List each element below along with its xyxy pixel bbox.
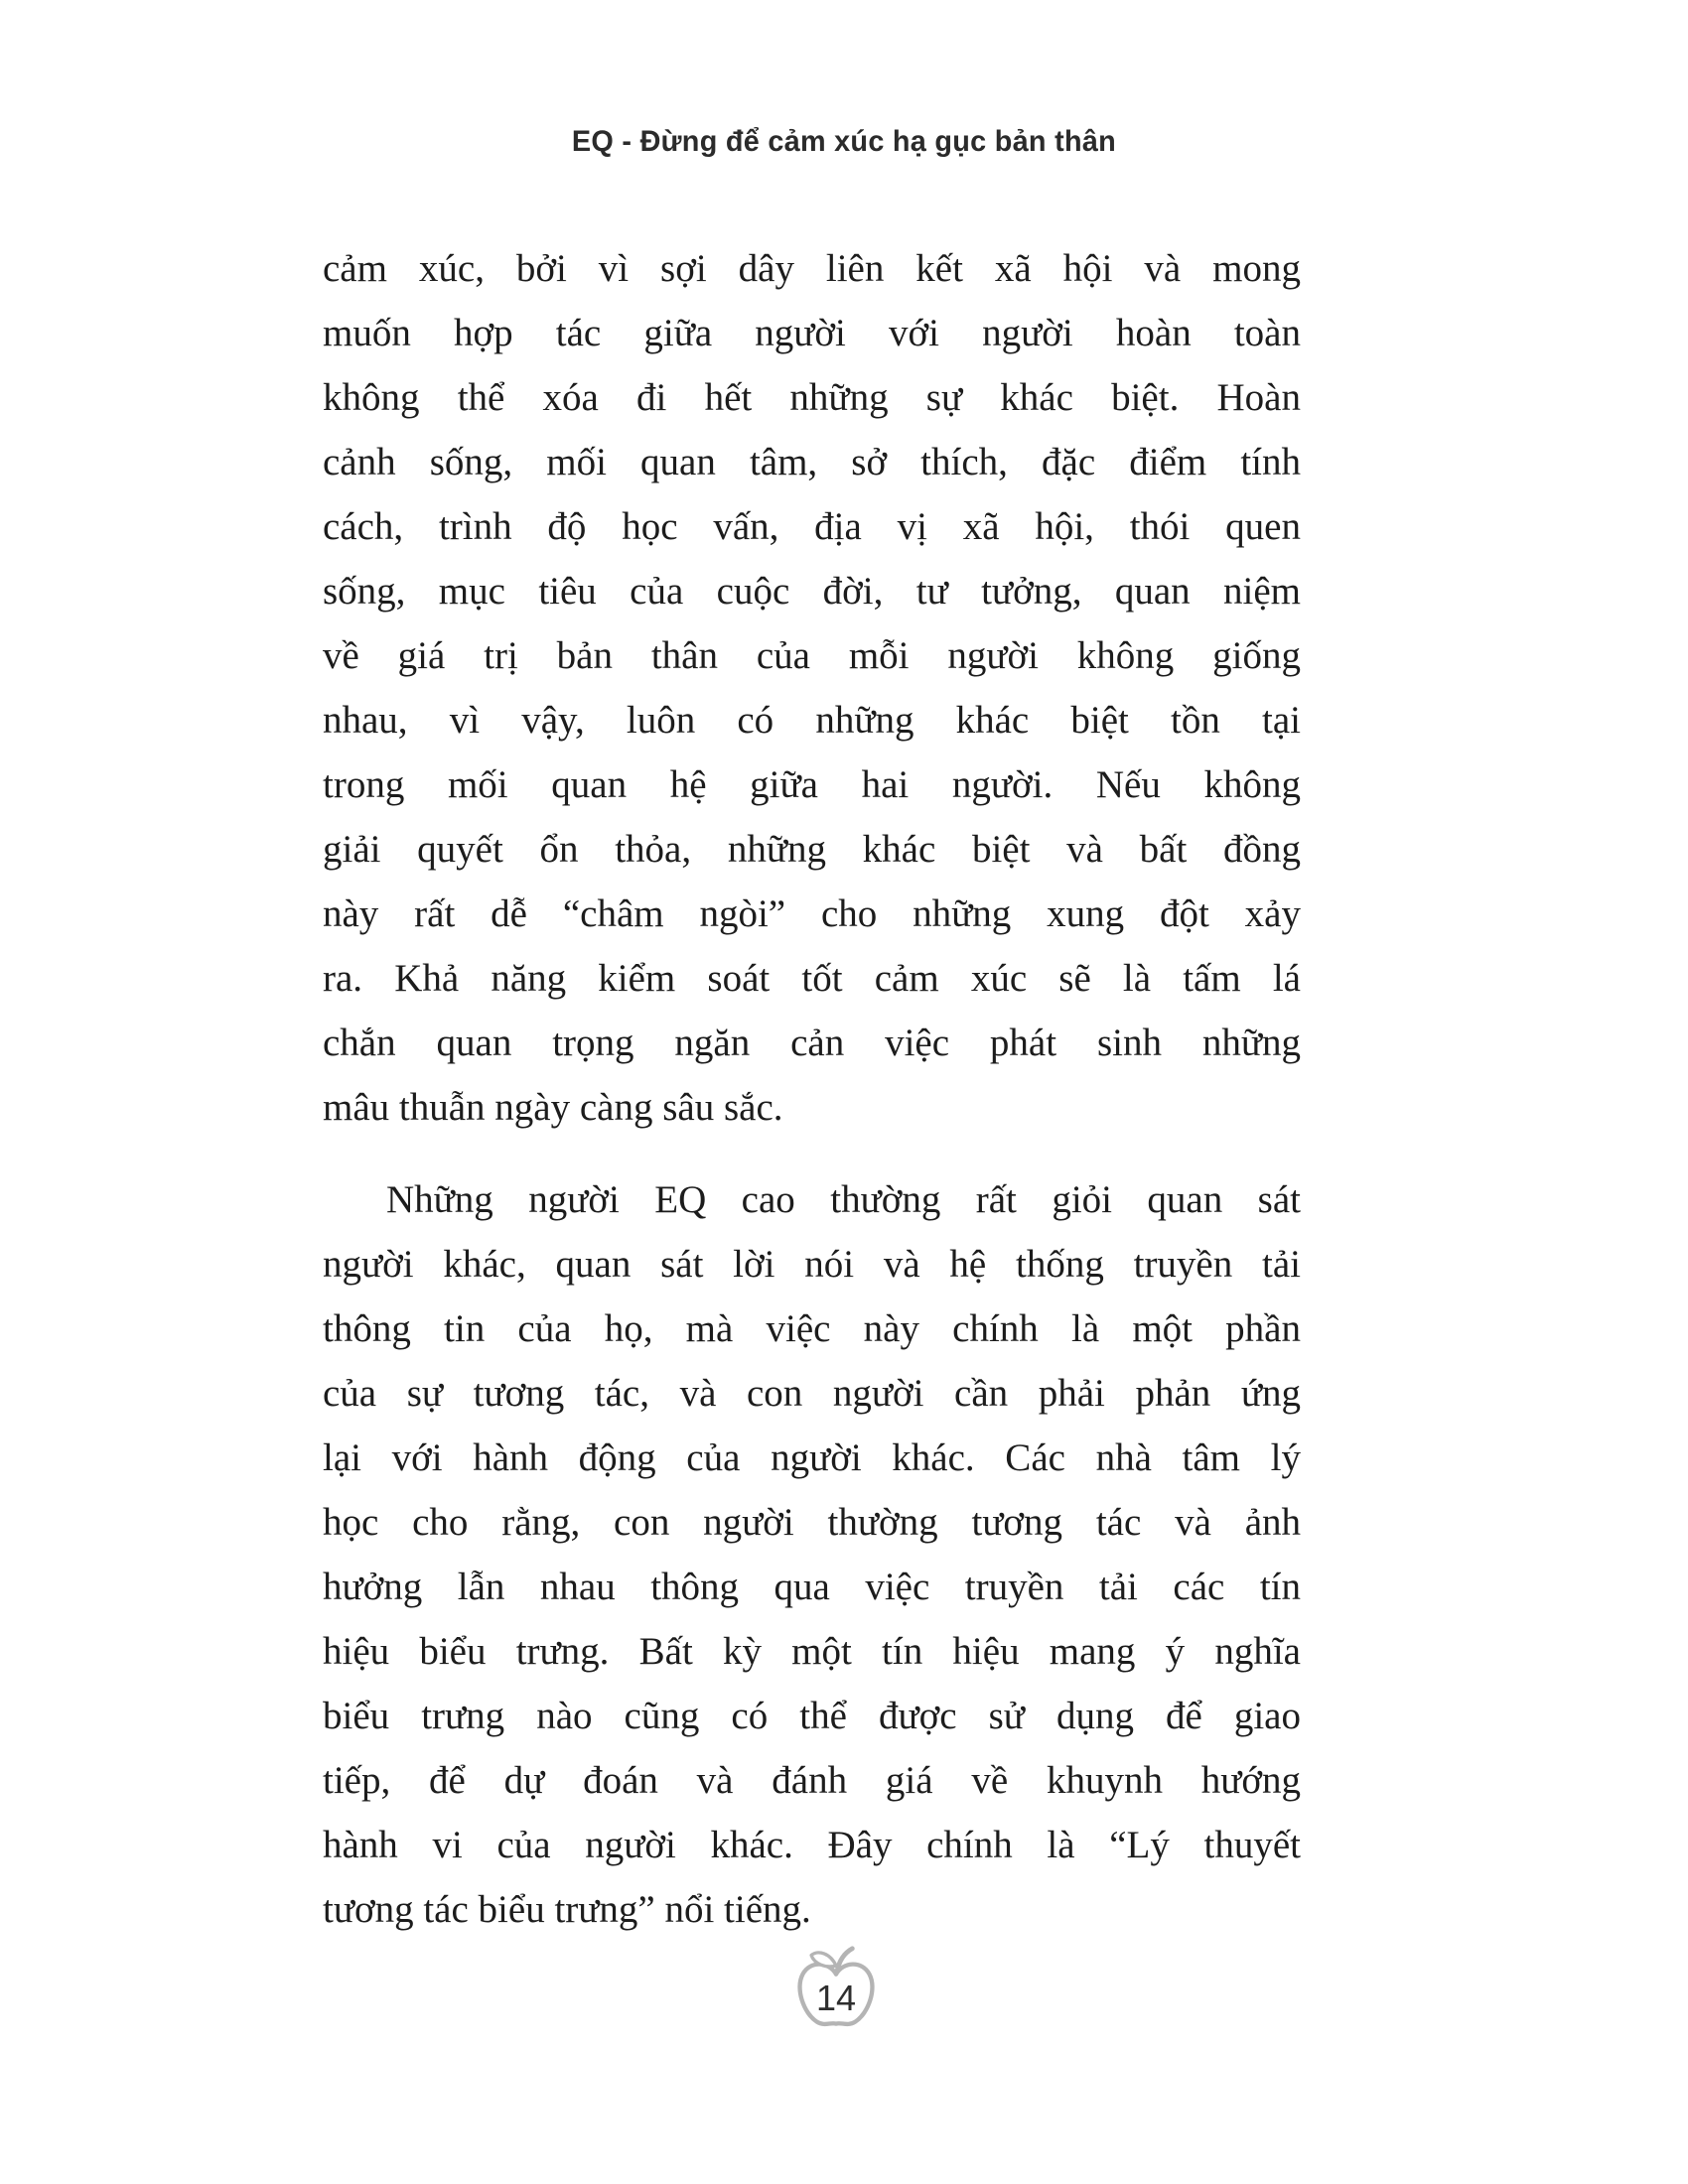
text-line: cách, trình độ học vấn, địa vị xã hội, thói quen	[323, 505, 1301, 548]
text-line: tiếp, để dự đoán và đánh giá về khuynh hướng	[323, 1759, 1301, 1802]
page-number-badge	[788, 1942, 884, 2041]
text-line: cảm xúc, bởi vì sợi dây liên kết xã hội và mong	[323, 247, 1301, 290]
text-line: sống, mục tiêu của cuộc đời, tư tưởng, quan niệm	[323, 570, 1301, 613]
paragraph	[323, 236, 1301, 1140]
page-number: 14	[815, 1978, 857, 2018]
text-line: hưởng lẫn nhau thông qua việc truyền tải các tín	[323, 1566, 1301, 1608]
body-text	[323, 236, 1301, 1942]
text-line: không thể xóa đi hết những sự khác biệt. Hoàn	[323, 376, 1301, 419]
text-line: người khác, quan sát lời nói và hệ thống truyền tải	[323, 1243, 1301, 1286]
text-line: lại với hành động của người khác. Các nhà tâm lý	[323, 1436, 1301, 1479]
text-line: cảnh sống, mối quan tâm, sở thích, đặc điểm tính	[323, 441, 1301, 483]
text-line: ra. Khả năng kiểm soát tốt cảm xúc sẽ là tấm lá	[323, 957, 1301, 1000]
text-line: tương tác biểu trưng” nổi tiếng.	[323, 1888, 811, 1931]
paragraph	[323, 1167, 1301, 1942]
text-line: biểu trưng nào cũng có thể được sử dụng để giao	[323, 1695, 1301, 1737]
text-line: muốn hợp tác giữa người với người hoàn toàn	[323, 312, 1301, 354]
text-line: mâu thuẫn ngày càng sâu sắc.	[323, 1086, 783, 1129]
text-line: giải quyết ổn thỏa, những khác biệt và bất đồng	[323, 828, 1301, 871]
running-header: EQ - Đừng để cảm xúc hạ gục bản thân	[571, 125, 1117, 158]
text-line: nhau, vì vậy, luôn có những khác biệt tồn tại	[323, 699, 1301, 742]
text-line: thông tin của họ, mà việc này chính là một phần	[323, 1307, 1301, 1350]
text-line: học cho rằng, con người thường tương tác và ảnh	[323, 1501, 1301, 1544]
text-line: hiệu biểu trưng. Bất kỳ một tín hiệu mang ý nghĩa	[323, 1630, 1301, 1673]
text-line: của sự tương tác, và con người cần phải phản ứng	[323, 1372, 1301, 1415]
text-line: về giá trị bản thân của mỗi người không giống	[323, 634, 1301, 677]
text-line: trong mối quan hệ giữa hai người. Nếu không	[323, 763, 1301, 806]
text-line: hành vi của người khác. Đây chính là “Lý thuyết	[323, 1824, 1301, 1866]
text-line: chắn quan trọng ngăn cản việc phát sinh những	[323, 1022, 1301, 1064]
text-line: Những người EQ cao thường rất giỏi quan sát	[386, 1178, 1301, 1221]
text-line: này rất dễ “châm ngòi” cho những xung đột xảy	[323, 892, 1301, 935]
